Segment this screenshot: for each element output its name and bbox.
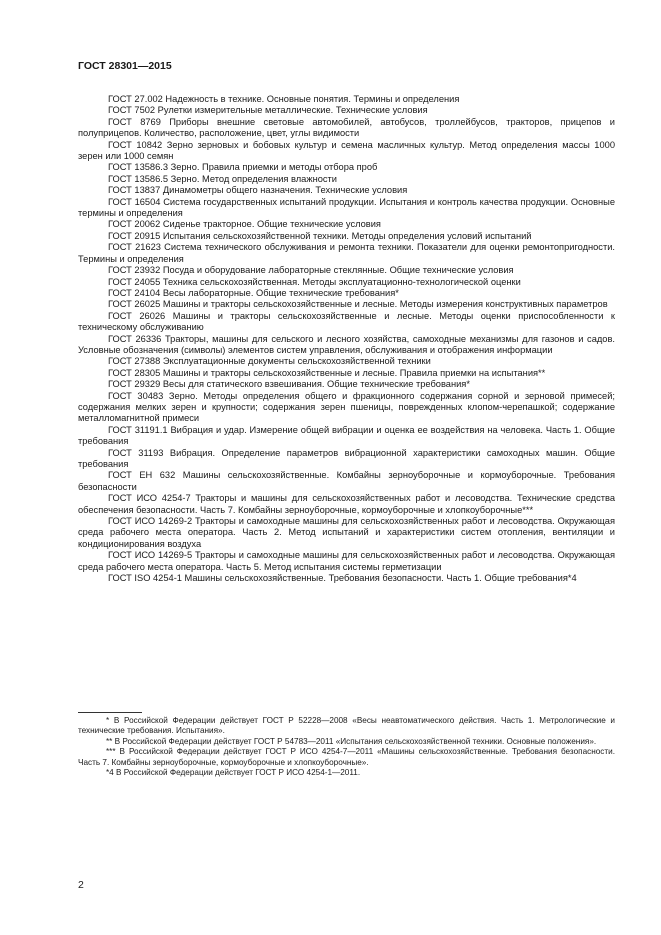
- reference-entry: ГОСТ 27388 Эксплуатационные документы сельскохозяйственной техники: [108, 356, 431, 367]
- footnote: *4 В Российской Федерации действует ГОСТ Р ИСО 4254-1—2011.: [106, 768, 361, 778]
- reference-entry: ГОСТ 20062 Сиденье тракторное. Общие технические условия: [108, 219, 381, 230]
- reference-entry: ГОСТ 7502 Рулетки измерительные металлические. Технические условия: [108, 105, 428, 116]
- reference-entry: ГОСТ ИСО 14269-5 Тракторы и самоходные машины для сельскохозяйственных работ и лесоводства. Окружающая среда рабочего места оператора. Часть 5. Метод испытания системы герметизации: [78, 550, 615, 572]
- reference-entry: ГОСТ 26026 Машины и тракторы сельскохозяйственные и лесные. Методы оценки приспособленности к техническому обслуживанию: [78, 310, 615, 333]
- reference-entry: ГОСТ 13586.5 Зерно. Метод определения влажности: [108, 173, 337, 184]
- reference-entry: ГОСТ 26336 Тракторы, машины для сельского и лесного хозяйства, самоходные механизмы для газонов и садов. Условные обозначения (символы) элементов систем управления, обслуживания и отображения информации: [78, 333, 615, 355]
- reference-entry: ГОСТ 23932 Посуда и оборудование лабораторные стеклянные. Общие технические условия: [108, 265, 514, 276]
- reference-entry: ГОСТ ИСО 14269-2 Тракторы и самоходные машины для сельскохозяйственных работ и лесоводства. Окружающая среда рабочего места оператора. Часть 2. Метод испытаний и характеристики систем отопления, вентиляции и кондиционирования воздуха: [78, 516, 615, 549]
- reference-entry: ГОСТ 24104 Весы лабораторные. Общие технические требования*: [108, 287, 399, 298]
- reference-entry: ГОСТ 13837 Динамометры общего назначения. Технические условия: [108, 185, 408, 196]
- reference-entry: ГОСТ 27.002 Надежность в технике. Основные понятия. Термины и определения: [108, 94, 460, 104]
- document-header: ГОСТ 28301—2015: [78, 60, 172, 72]
- reference-entry: ГОСТ 16504 Система государственных испытаний продукции. Испытания и контроль качества продукции. Основные термины и определения: [78, 196, 615, 219]
- standards-list: [78, 94, 615, 584]
- footnote: *** В Российской Федерации действует ГОСТ Р ИСО 4254-7—2011 «Машины сельскохозяйственные. Требования безопасности. Часть 7. Комбайны зерноуборочные, кормоуборочные и хлопкоуборочные».: [78, 747, 615, 767]
- reference-entry: ГОСТ ИСО 4254-7 Тракторы и машины для сельскохозяйственных работ и лесоводства. Технические средства обеспечения безопасности. Часть 7. Комбайны зерноуборочные, кормоуборочные и хлопкоуборочные***: [78, 493, 615, 515]
- reference-entry: ГОСТ 26025 Машины и тракторы сельскохозяйственные и лесные. Методы измерения конструктивных параметров: [108, 299, 608, 310]
- reference-entry: ГОСТ 31193 Вибрация. Определение параметров вибрационной характеристики самоходных машин. Общие требования: [78, 447, 615, 469]
- footnotes: [78, 716, 615, 778]
- footnote: * В Российской Федерации действует ГОСТ Р 52228—2008 «Весы неавтоматического действия. Часть 1. Метрологические и технические требования. Испытания».: [78, 716, 615, 736]
- reference-entry: ГОСТ 21623 Система технического обслуживания и ремонта техники. Показатели для оценки ремонтопригодности. Термины и определения: [78, 242, 615, 264]
- reference-entry: ГОСТ ЕН 632 Машины сельскохозяйственные. Комбайны зерноуборочные и кормоуборочные. Требования безопасности: [78, 470, 615, 492]
- footnote-divider: [78, 712, 142, 713]
- reference-entry: ГОСТ 8769 Приборы внешние световые автомобилей, автобусов, троллейбусов, тракторов, прицепов и полуприцепов. Количество, расположение, цвет, углы видимости: [78, 116, 615, 139]
- reference-entry: ГОСТ 28305 Машины и тракторы сельскохозяйственные и лесные. Правила приемки на испытания**: [108, 367, 546, 378]
- reference-entry: ГОСТ 24055 Техника сельскохозяйственная. Методы эксплуатационно-технологической оценки: [108, 276, 521, 287]
- reference-entry: ГОСТ 29329 Весы для статического взвешивания. Общие технические требования*: [108, 379, 470, 390]
- page-number: 2: [78, 879, 84, 891]
- reference-entry: ГОСТ ISO 4254-1 Машины сельскохозяйственные. Требования безопасности. Часть 1. Общие требования*4: [108, 573, 577, 584]
- reference-entry: ГОСТ 31191.1 Вибрация и удар. Измерение общей вибрации и оценка ее воздействия на человека. Часть 1. Общие требования: [78, 424, 615, 447]
- reference-entry: ГОСТ 30483 Зерно. Методы определения общего и фракционного содержания сорной и зерновой примесей; содержания мелких зерен и крупности; содержания зерен пшеницы, поврежденных клопом-черепашкой; содержание металломагнитной примеси: [78, 390, 615, 424]
- reference-entry: ГОСТ 13586.3 Зерно. Правила приемки и методы отбора проб: [108, 162, 378, 173]
- reference-entry: ГОСТ 20915 Испытания сельскохозяйственной техники. Методы определения условий испытаний: [108, 230, 532, 241]
- footnote: ** В Российской Федерации действует ГОСТ Р 54783—2011 «Испытания сельскохозяйственной техники. Основные положения».: [106, 736, 597, 746]
- reference-entry: ГОСТ 10842 Зерно зерновых и бобовых культур и семена масличных культур. Метод определения массы 1000 зерен или 1000 семян: [78, 139, 615, 162]
